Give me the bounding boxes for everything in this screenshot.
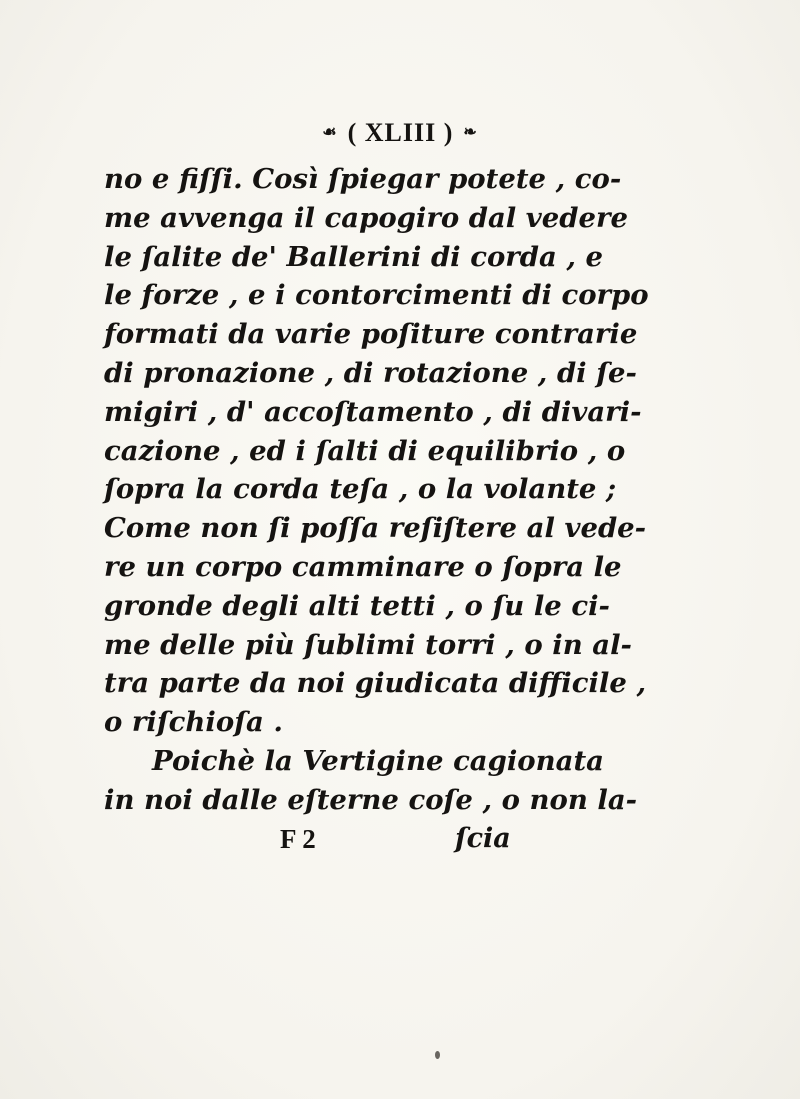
page-footer (104, 820, 704, 859)
ornament-right-icon: ❧ (463, 124, 478, 142)
ornament-left-icon: ☙ (322, 124, 338, 142)
text-line: le forze , e i contorcimenti di corpo (104, 279, 649, 312)
text-line: tra parte da noi giudicata difficile , (104, 667, 647, 700)
signature-mark: F 2 (280, 823, 316, 854)
text-line: re un corpo camminare o ſopra le (104, 550, 622, 583)
text-line: me avvenga il capogiro dal vedere (104, 201, 628, 234)
text-line: formati da varie poſiture contrarie (104, 318, 638, 351)
text-line: me delle più ſublimi torri , o in al- (104, 628, 632, 661)
text-line: gronde degli alti tetti , o ſu le ci- (104, 589, 610, 622)
text-line: migiri , d' accoſtamento , di divari- (104, 395, 642, 428)
text-line: no e fiſſi. Così ſpiegar potete , co- (104, 163, 622, 195)
text-line: o riſchioſa . (104, 706, 284, 739)
text-line: le ſalite de' Ballerini di corda , e (104, 240, 604, 273)
running-header (0, 117, 800, 151)
paragraph-first-line: Poichè la Vertigine cagionata (152, 744, 604, 777)
text-line: ſopra la corda teſa , o la volante ; (104, 473, 617, 506)
catchword: ſcia (455, 822, 511, 854)
text-line: cazione , ed i ſalti di equilibrio , o (104, 434, 626, 467)
text-line: Come non ſi poſſa reſiſtere al vede- (104, 512, 647, 545)
text-line: di pronazione , di rotazione , di ſe- (104, 356, 637, 389)
page-number: ( XLIII ) (347, 118, 454, 147)
ink-speck (435, 1051, 440, 1059)
body-text (104, 160, 704, 858)
text-line: in noi dalle eſterne coſe , o non la- (104, 783, 638, 816)
